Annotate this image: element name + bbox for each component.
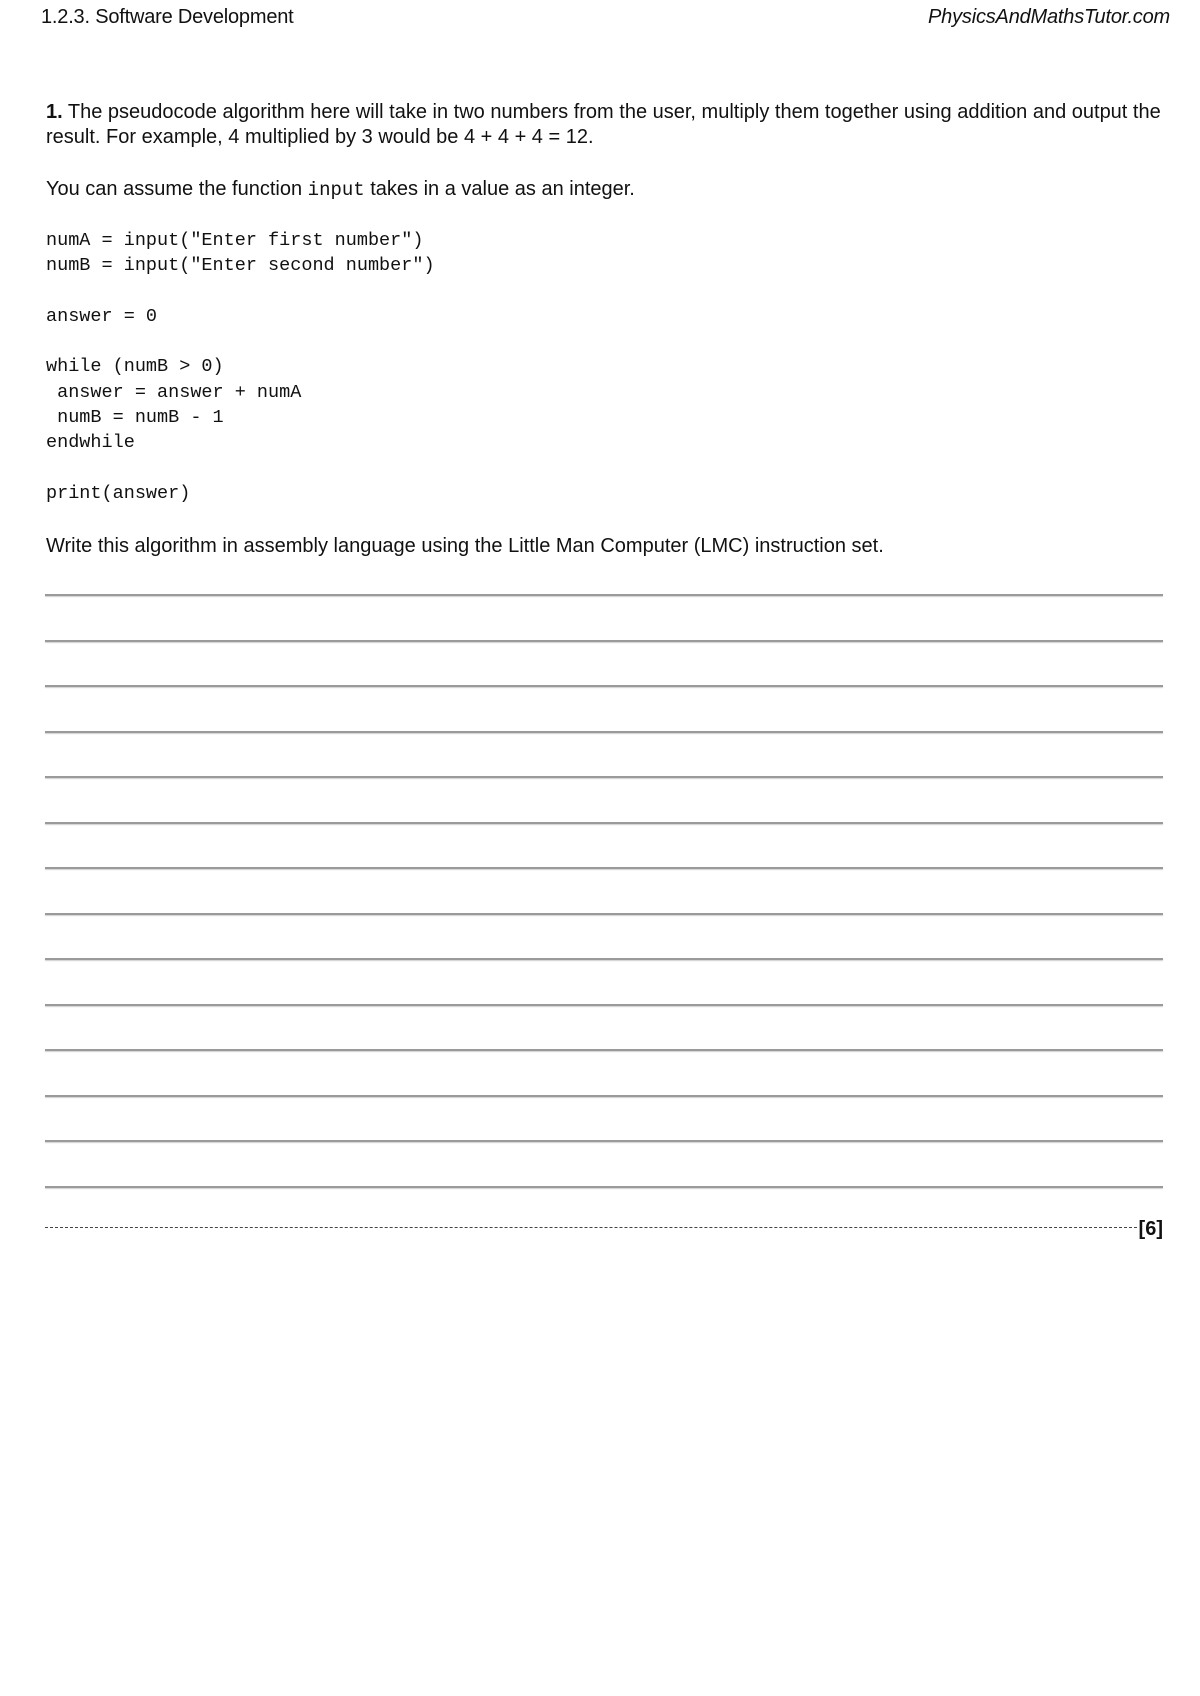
assumption-after: takes in a value as an integer. — [364, 178, 635, 200]
question-intro — [46, 100, 1166, 150]
code-line: answer = 0 — [46, 305, 158, 327]
final-answer-dotted-line — [45, 1227, 1137, 1228]
code-line: endwhile — [46, 432, 135, 454]
answer-area[interactable] — [45, 594, 1163, 1231]
answer-line — [45, 685, 1163, 687]
answer-line — [45, 822, 1163, 824]
answer-line — [45, 1186, 1163, 1188]
code-line: numB = input("Enter second number") — [46, 255, 435, 277]
answer-line — [45, 958, 1163, 960]
site-name: PhysicsAndMathsTutor.com — [928, 6, 1170, 28]
question-text: The pseudocode algorithm here will take in two numbers from the user, multiply them together using addition and output the result. For example, 4 multiplied by 3 would be 4 + 4 + 4 = 12. — [46, 101, 1161, 148]
answer-line — [45, 867, 1163, 869]
assumption-before: You can assume the function — [46, 178, 308, 200]
answer-line — [45, 1095, 1163, 1097]
code-line: print(answer) — [46, 482, 191, 504]
code-line: answer = answer + numA — [46, 381, 302, 403]
code-line: numB = numB - 1 — [46, 407, 224, 429]
pseudocode-block — [46, 228, 435, 506]
code-line: while (numB > 0) — [46, 356, 224, 378]
code-line: numA = input("Enter first number") — [46, 230, 424, 251]
answer-line — [45, 1140, 1163, 1142]
answer-line — [45, 1004, 1163, 1006]
answer-line — [45, 640, 1163, 642]
assumption-text — [46, 177, 635, 203]
answer-line — [45, 594, 1163, 596]
inline-code-input: input — [307, 179, 365, 201]
instruction-text: Write this algorithm in assembly language using the Little Man Computer (LMC) instruction set. — [46, 535, 884, 557]
marks-label: [6] — [1138, 1218, 1163, 1240]
section-title: 1.2.3. Software Development — [41, 6, 294, 28]
answer-line — [45, 913, 1163, 915]
answer-line — [45, 776, 1163, 778]
answer-line — [45, 731, 1163, 733]
question-number: 1. — [46, 101, 63, 123]
answer-line — [45, 1049, 1163, 1051]
